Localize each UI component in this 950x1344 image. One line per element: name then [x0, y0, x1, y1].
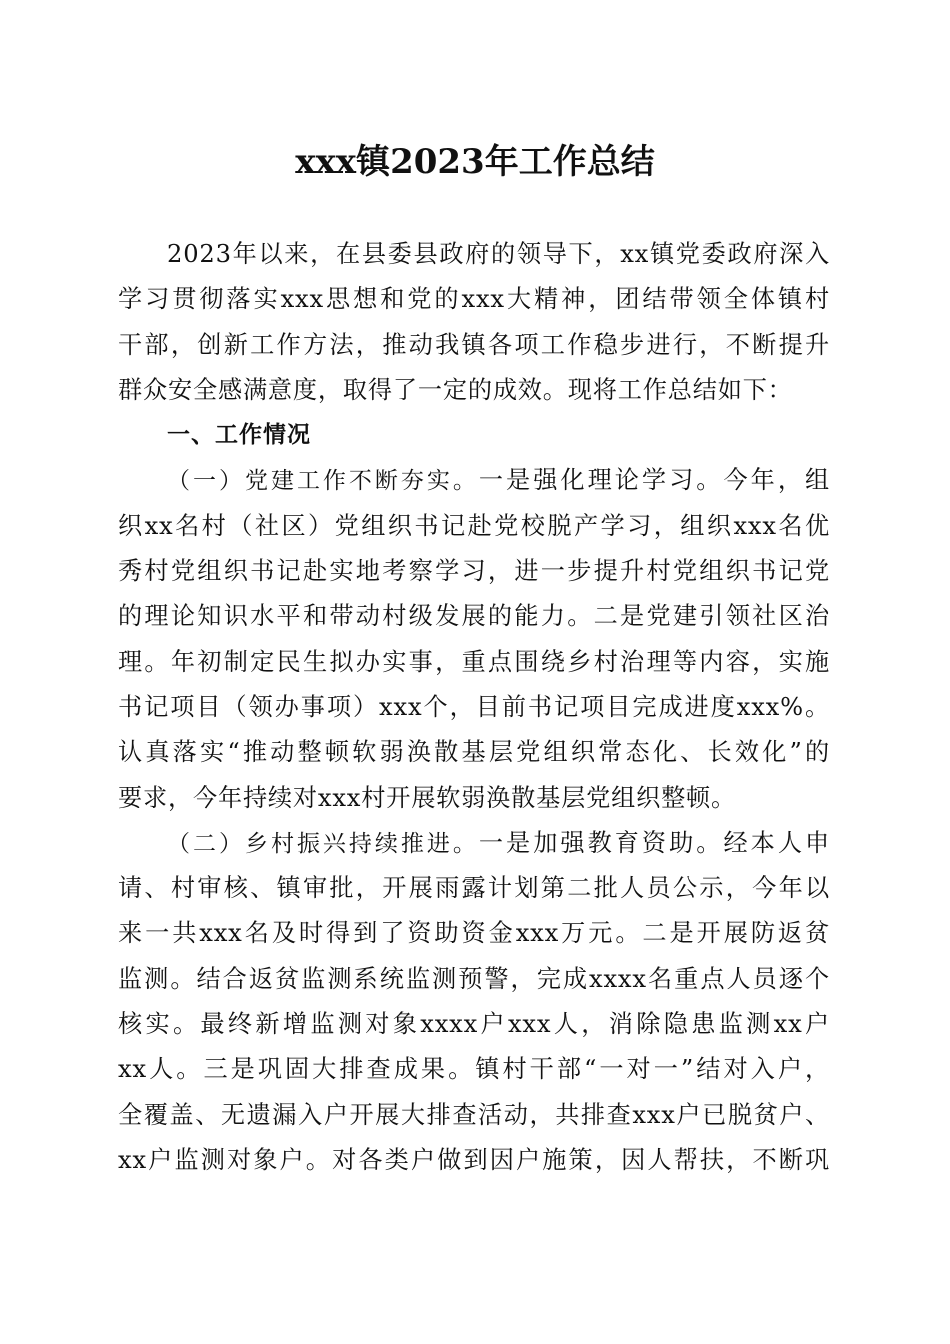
- sub2-line: 全覆盖、无遗漏入户开展大排查活动，共排查xxx户已脱贫户、: [118, 1100, 830, 1129]
- section-heading-1: 一、工作情况: [167, 422, 311, 449]
- sub1-line: 秀村党组织书记赴实地考察学习，进一步提升村党组织书记党: [118, 557, 830, 586]
- sub1-line: 的理论知识水平和带动村级发展的能力。二是党建引领社区治: [118, 602, 830, 631]
- sub1-line: 认真落实“推动整顿软弱涣散基层党组织常态化、长效化”的: [118, 738, 830, 767]
- sub2-heading: （二）乡村振兴持续推进。: [167, 830, 479, 857]
- sub2-line: xx人。三是巩固大排查成果。镇村干部“一对一”结对入户，: [118, 1055, 830, 1084]
- sub1-heading: （一）党建工作不断夯实。: [167, 468, 479, 495]
- intro-line-4: 群众安全感满意度，取得了一定的成效。现将工作总结如下：: [118, 375, 793, 404]
- sub2-line: 来一共xxx名及时得到了资助资金xxx万元。二是开展防返贫: [118, 919, 830, 948]
- sub1-line: 书记项目（领办事项）xxx个，目前书记项目完成进度xxx%。: [118, 692, 830, 721]
- sub1-line: 理。年初制定民生拟办实事，重点围绕乡村治理等内容，实施: [118, 647, 830, 676]
- sub2-line: 请、村审核、镇审批，开展雨露计划第二批人员公示，今年以: [118, 874, 830, 903]
- sub1-first-rest: 一是强化理论学习。今年，组: [478, 466, 830, 495]
- sub1-line: 织xx名村（社区）党组织书记赴党校脱产学习，组织xxx名优: [118, 511, 830, 540]
- intro-line-1: 2023年以来，在县委县政府的领导下，xx镇党委政府深入: [167, 240, 830, 268]
- sub2-line: xx户监测对象户。对各类户做到因户施策，因人帮扶，不断巩: [118, 1145, 830, 1174]
- document-title: xxx镇2023年工作总结: [295, 142, 655, 182]
- sub2-line: 核实。最终新增监测对象xxxx户xxx人，消除隐患监测xx户: [118, 1010, 830, 1039]
- sub1-line: 要求，今年持续对xxx村开展软弱涣散基层党组织整顿。: [118, 783, 737, 812]
- sub2-line: 监测。结合返贫监测系统监测预警，完成xxxx名重点人员逐个: [118, 964, 830, 993]
- sub1-first-line: [118, 458, 830, 503]
- document-body: [118, 232, 830, 1183]
- intro-line-3: 干部，创新工作方法，推动我镇各项工作稳步进行，不断提升: [118, 330, 830, 359]
- intro-line-2: 学习贯彻落实xxx思想和党的xxx大精神，团结带领全体镇村: [118, 285, 830, 314]
- sub2-first-line: [118, 821, 830, 866]
- sub2-first-rest: 一是加强教育资助。经本人申: [478, 828, 830, 857]
